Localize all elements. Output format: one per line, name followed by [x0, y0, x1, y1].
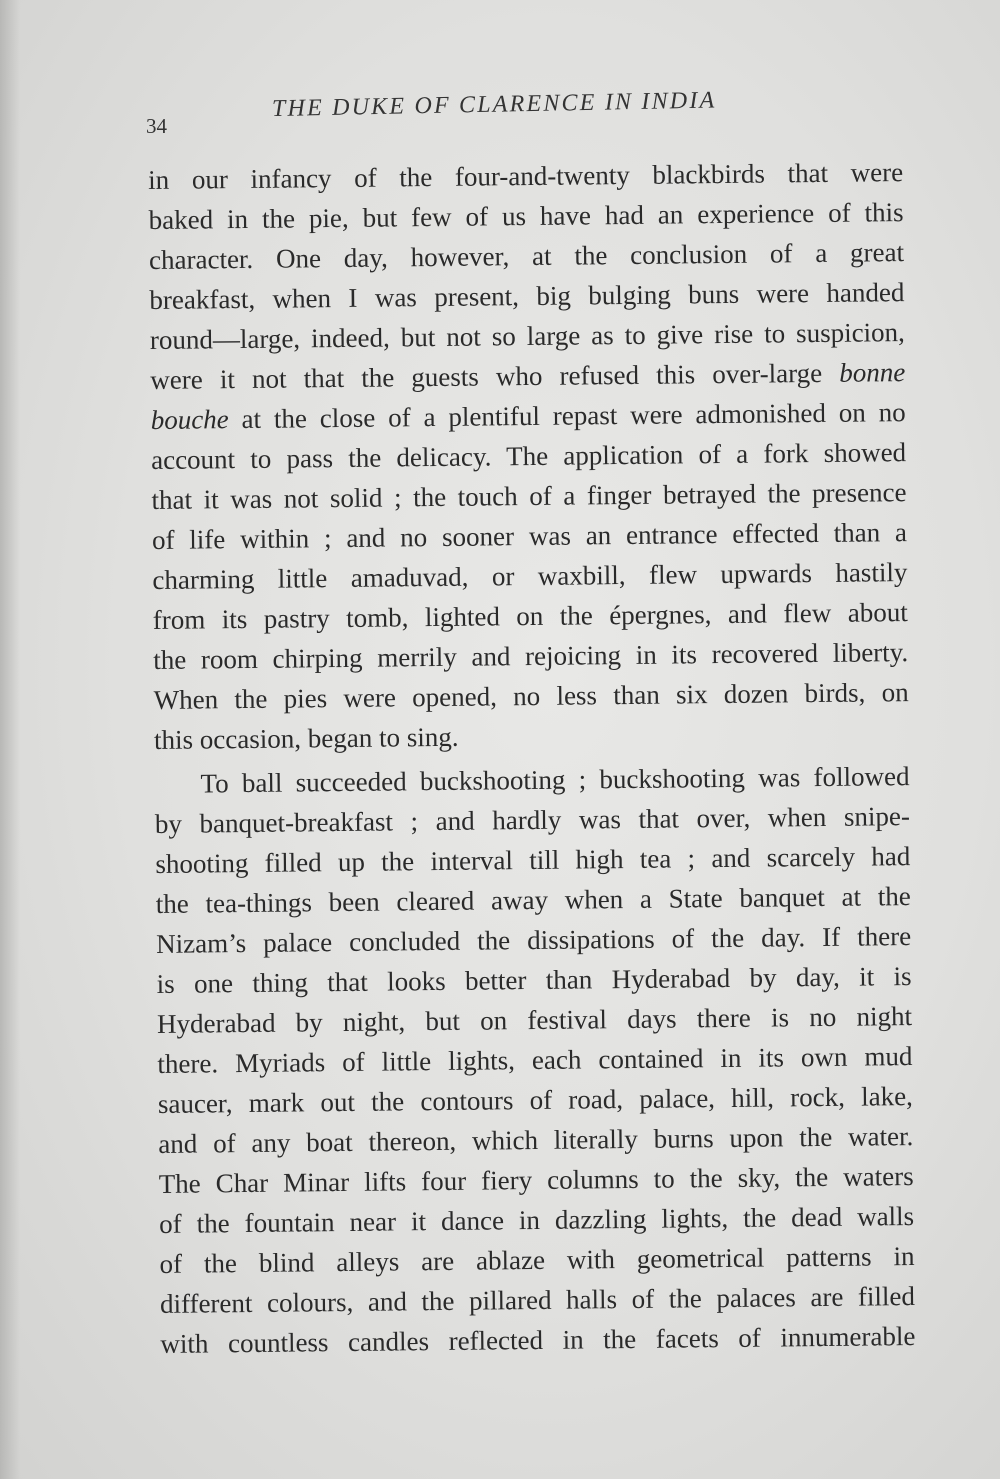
- text-line: saucer, mark out the contours of road, palace, hill, rock, lake,: [157, 1081, 914, 1119]
- text-segment: were it not that the guests who refused this over-large: [150, 357, 823, 395]
- text-line: round—large, indeed, but not so large as to give rise to suspicion,: [149, 317, 906, 355]
- text-line: with countless candles reflected in the facets of innumerable: [160, 1321, 916, 1359]
- text-line: from its pastry tomb, lighted on the épergnes, and flew about: [152, 597, 908, 635]
- text-line: Nizam’s palace concluded the dissipations of the day. If there: [156, 921, 912, 959]
- text-line: When the pies were opened, no less than six dozen birds, on: [153, 677, 909, 715]
- text-line: Hyderabad by night, but on festival days there is no night: [156, 1001, 913, 1039]
- paragraph-1: [148, 152, 924, 760]
- text-line: breakfast, when I was present, big bulging buns were handed: [149, 277, 905, 315]
- text-line: of life within ; and no sooner was an entrance effected than a: [151, 517, 908, 555]
- text-line: To ball succeeded buckshooting ; buckshooting was followed: [200, 761, 910, 799]
- text-line: the room chirping merrily and rejoicing in its recovered liberty.: [153, 637, 909, 675]
- italic-phrase: bouche: [150, 404, 229, 435]
- text-line: account to pass the delicacy. The application of a fork showed: [150, 437, 907, 475]
- text-line: charming little amaduvad, or waxbill, flew upwards hastily: [152, 557, 908, 595]
- text-line: by banquet-breakfast ; and hardly was that over, when snipe-: [154, 801, 911, 839]
- text-line: this occasion, began to sing.: [153, 721, 459, 755]
- text-line: is one thing that looks better than Hyderabad by day, it is: [156, 961, 912, 999]
- paragraph-2: [154, 756, 930, 1364]
- running-head: THE DUKE OF CLARENCE IN INDIA: [271, 87, 717, 122]
- body-text: [148, 152, 931, 1364]
- text-line: different colours, and the pillared halls of the palaces are filled: [159, 1281, 916, 1319]
- text-line: the tea-things been cleared away when a State banquet at the: [155, 881, 911, 919]
- text-line: in our infancy of the four-and-twenty blackbirds that were: [148, 157, 904, 195]
- text-line: The Char Minar lifts four fiery columns to the sky, the waters: [158, 1161, 914, 1199]
- text-line: and of any boat thereon, which literally burns upon the water.: [158, 1121, 914, 1159]
- page-number: 34: [146, 114, 167, 138]
- text-line: of the fountain near it dance in dazzling lights, the dead walls: [158, 1201, 915, 1239]
- italic-phrase: bonne: [839, 357, 906, 388]
- text-line: that it was not solid ; the touch of a finger betrayed the presence: [151, 477, 907, 515]
- text-line: shooting filled up the interval till high tea ; and scarcely had: [155, 841, 911, 879]
- text-line: baked in the pie, but few of us have had an experience of this: [148, 197, 904, 235]
- text-line: there. Myriads of little lights, each contained in its own mud: [157, 1041, 913, 1079]
- text-line: character. One day, however, at the conclusion of a great: [148, 237, 905, 275]
- page-header: [140, 87, 780, 138]
- text-line: of the blind alleys are ablaze with geometrical patterns in: [159, 1241, 915, 1279]
- text-segment: at the close of a plentiful repast were admonished on no: [241, 397, 906, 435]
